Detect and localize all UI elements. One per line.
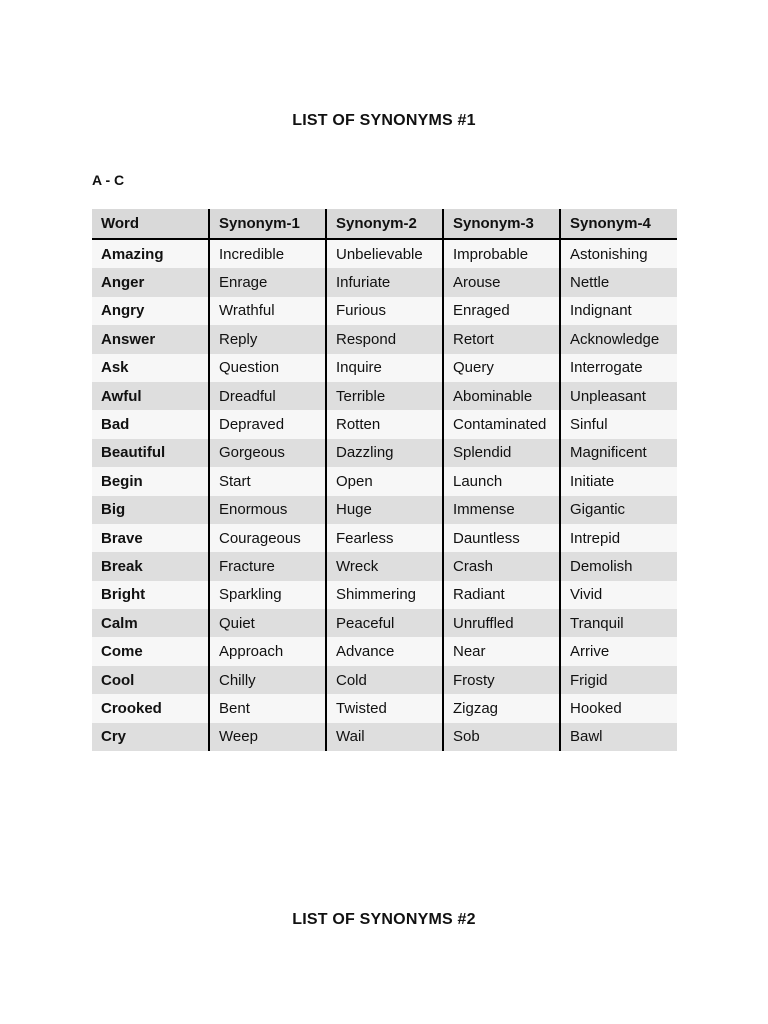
synonym-cell: Immense bbox=[443, 496, 560, 524]
synonym-cell: Initiate bbox=[560, 467, 677, 495]
synonym-cell: Sob bbox=[443, 723, 560, 751]
synonym-cell: Inquire bbox=[326, 354, 443, 382]
word-cell: Awful bbox=[92, 382, 209, 410]
synonym-cell: Contaminated bbox=[443, 410, 560, 438]
table-body bbox=[92, 239, 677, 751]
word-cell: Cool bbox=[92, 666, 209, 694]
word-cell: Break bbox=[92, 552, 209, 580]
word-cell: Bright bbox=[92, 581, 209, 609]
word-cell: Anger bbox=[92, 268, 209, 296]
synonym-cell: Bawl bbox=[560, 723, 677, 751]
synonyms-table bbox=[92, 209, 677, 751]
word-cell: Begin bbox=[92, 467, 209, 495]
table-row bbox=[92, 325, 677, 353]
synonym-cell: Zigzag bbox=[443, 694, 560, 722]
synonym-cell: Abominable bbox=[443, 382, 560, 410]
word-cell: Bad bbox=[92, 410, 209, 438]
synonym-cell: Unpleasant bbox=[560, 382, 677, 410]
table-row bbox=[92, 524, 677, 552]
synonym-cell: Start bbox=[209, 467, 326, 495]
synonym-cell: Unruffled bbox=[443, 609, 560, 637]
word-cell: Calm bbox=[92, 609, 209, 637]
word-cell: Come bbox=[92, 637, 209, 665]
synonym-cell: Infuriate bbox=[326, 268, 443, 296]
table-row bbox=[92, 439, 677, 467]
synonym-cell: Shimmering bbox=[326, 581, 443, 609]
synonym-cell: Indignant bbox=[560, 297, 677, 325]
synonym-cell: Weep bbox=[209, 723, 326, 751]
synonym-cell: Incredible bbox=[209, 239, 326, 268]
synonym-cell: Gigantic bbox=[560, 496, 677, 524]
table-row bbox=[92, 297, 677, 325]
synonym-cell: Sparkling bbox=[209, 581, 326, 609]
synonym-cell: Frosty bbox=[443, 666, 560, 694]
synonym-cell: Interrogate bbox=[560, 354, 677, 382]
page-title-2: LIST OF SYNONYMS #2 bbox=[292, 911, 476, 928]
synonym-cell: Hooked bbox=[560, 694, 677, 722]
synonym-cell: Huge bbox=[326, 496, 443, 524]
synonym-cell: Approach bbox=[209, 637, 326, 665]
synonym-cell: Radiant bbox=[443, 581, 560, 609]
word-cell: Angry bbox=[92, 297, 209, 325]
table-row bbox=[92, 382, 677, 410]
synonym-cell: Rotten bbox=[326, 410, 443, 438]
synonym-cell: Furious bbox=[326, 297, 443, 325]
synonym-cell: Magnificent bbox=[560, 439, 677, 467]
synonym-cell: Reply bbox=[209, 325, 326, 353]
synonym-cell: Dreadful bbox=[209, 382, 326, 410]
synonym-cell: Chilly bbox=[209, 666, 326, 694]
synonym-cell: Improbable bbox=[443, 239, 560, 268]
synonym-cell: Cold bbox=[326, 666, 443, 694]
word-cell: Cry bbox=[92, 723, 209, 751]
synonym-cell: Splendid bbox=[443, 439, 560, 467]
table-row bbox=[92, 666, 677, 694]
synonym-cell: Wreck bbox=[326, 552, 443, 580]
synonym-cell: Enraged bbox=[443, 297, 560, 325]
synonym-cell: Intrepid bbox=[560, 524, 677, 552]
synonym-cell: Arrive bbox=[560, 637, 677, 665]
word-cell: Beautiful bbox=[92, 439, 209, 467]
table-row bbox=[92, 694, 677, 722]
table-row bbox=[92, 552, 677, 580]
column-header: Word bbox=[92, 209, 209, 239]
synonym-cell: Terrible bbox=[326, 382, 443, 410]
synonym-cell: Twisted bbox=[326, 694, 443, 722]
table-header-row bbox=[92, 209, 677, 239]
synonym-cell: Enrage bbox=[209, 268, 326, 296]
synonym-cell: Dazzling bbox=[326, 439, 443, 467]
synonym-cell: Acknowledge bbox=[560, 325, 677, 353]
synonym-cell: Open bbox=[326, 467, 443, 495]
page-title: LIST OF SYNONYMS #1 bbox=[292, 112, 476, 129]
synonym-cell: Crash bbox=[443, 552, 560, 580]
synonym-cell: Astonishing bbox=[560, 239, 677, 268]
synonym-cell: Question bbox=[209, 354, 326, 382]
table-row bbox=[92, 637, 677, 665]
table-row bbox=[92, 268, 677, 296]
table-row bbox=[92, 723, 677, 751]
table-row bbox=[92, 239, 677, 268]
synonym-cell: Enormous bbox=[209, 496, 326, 524]
synonym-cell: Near bbox=[443, 637, 560, 665]
table-row bbox=[92, 581, 677, 609]
synonym-cell: Depraved bbox=[209, 410, 326, 438]
synonym-cell: Unbelievable bbox=[326, 239, 443, 268]
synonym-cell: Sinful bbox=[560, 410, 677, 438]
synonym-cell: Quiet bbox=[209, 609, 326, 637]
synonym-cell: Bent bbox=[209, 694, 326, 722]
synonym-cell: Fearless bbox=[326, 524, 443, 552]
word-cell: Big bbox=[92, 496, 209, 524]
table-row bbox=[92, 354, 677, 382]
synonym-cell: Nettle bbox=[560, 268, 677, 296]
synonym-cell: Tranquil bbox=[560, 609, 677, 637]
synonym-cell: Arouse bbox=[443, 268, 560, 296]
synonym-cell: Wrathful bbox=[209, 297, 326, 325]
word-cell: Ask bbox=[92, 354, 209, 382]
column-header: Synonym-2 bbox=[326, 209, 443, 239]
synonym-cell: Fracture bbox=[209, 552, 326, 580]
synonym-cell: Frigid bbox=[560, 666, 677, 694]
column-header: Synonym-4 bbox=[560, 209, 677, 239]
synonym-cell: Gorgeous bbox=[209, 439, 326, 467]
column-header: Synonym-3 bbox=[443, 209, 560, 239]
table-row bbox=[92, 496, 677, 524]
synonym-cell: Launch bbox=[443, 467, 560, 495]
synonym-cell: Demolish bbox=[560, 552, 677, 580]
synonym-cell: Query bbox=[443, 354, 560, 382]
word-cell: Crooked bbox=[92, 694, 209, 722]
section-label: A - C bbox=[92, 172, 125, 188]
synonym-cell: Wail bbox=[326, 723, 443, 751]
synonym-cell: Respond bbox=[326, 325, 443, 353]
synonym-cell: Courageous bbox=[209, 524, 326, 552]
word-cell: Answer bbox=[92, 325, 209, 353]
table-row bbox=[92, 410, 677, 438]
table-row bbox=[92, 609, 677, 637]
synonym-cell: Peaceful bbox=[326, 609, 443, 637]
synonym-cell: Advance bbox=[326, 637, 443, 665]
word-cell: Amazing bbox=[92, 239, 209, 268]
column-header: Synonym-1 bbox=[209, 209, 326, 239]
synonym-cell: Dauntless bbox=[443, 524, 560, 552]
synonym-cell: Retort bbox=[443, 325, 560, 353]
synonym-cell: Vivid bbox=[560, 581, 677, 609]
table-row bbox=[92, 467, 677, 495]
word-cell: Brave bbox=[92, 524, 209, 552]
